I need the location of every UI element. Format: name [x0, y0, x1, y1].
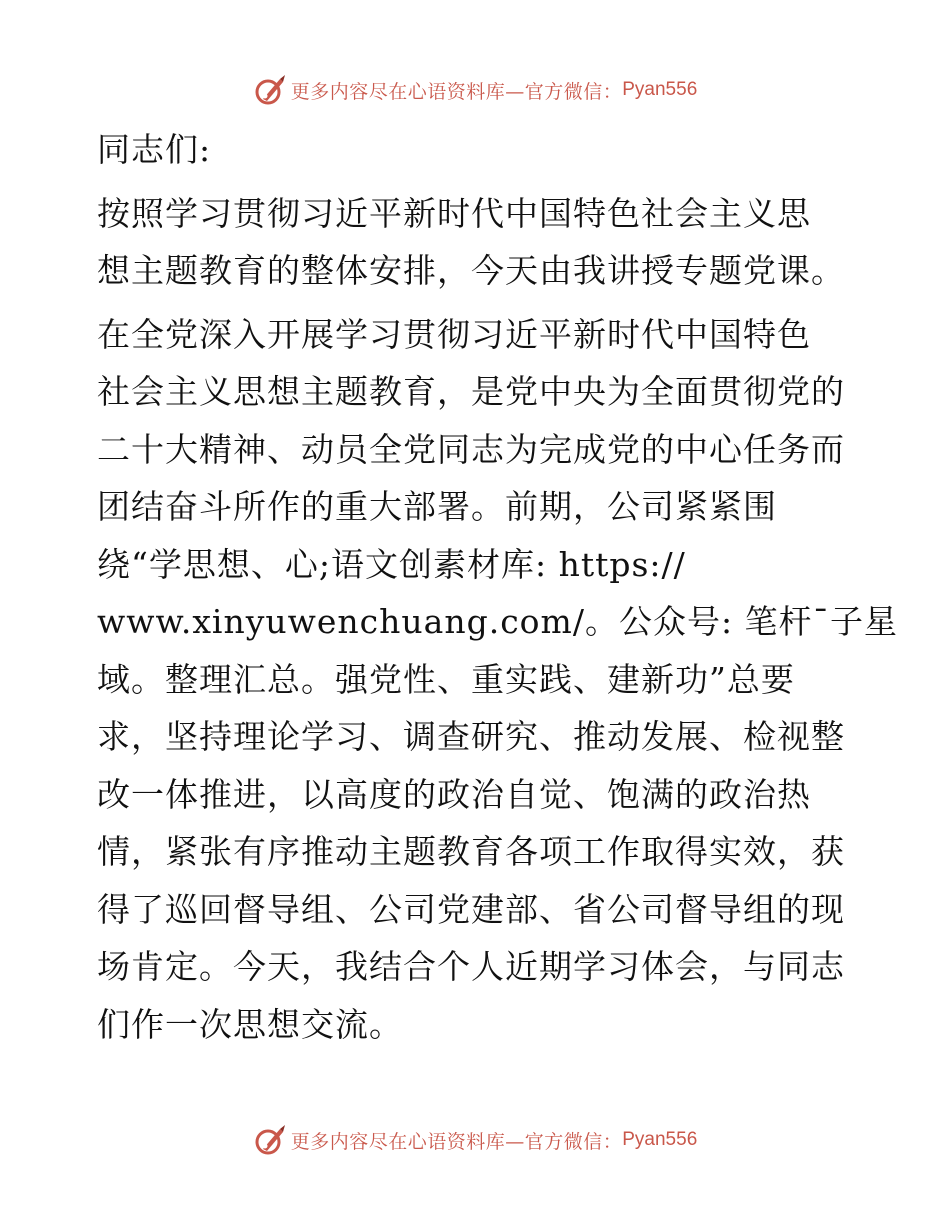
paragraph-line: 二十大精神、动员全党同志为完成党的中心任务而: [97, 429, 845, 469]
quill-pen-logo-icon: [253, 1123, 287, 1157]
paragraph-line: 得了巡回督导组、公司党建部、省公司督导组的现: [97, 889, 845, 929]
footer-banner: [0, 1120, 950, 1160]
paragraph-line: 改一体推进，以高度的政治自觉、饱满的政治热: [97, 774, 811, 814]
paragraph-line: 团结奋斗所作的重大部署。前期，公司紧紧围: [97, 487, 777, 526]
greeting: 同志们:: [97, 130, 212, 169]
paragraph-line: 按照学习贯彻习近平新时代中国特色社会主义思: [97, 193, 811, 233]
paragraph-line: 社会主义思想主题教育，是党中央为全面贯彻党的: [97, 372, 845, 411]
banner-text: 更多内容尽在心语资料库—官方微信：: [290, 80, 623, 103]
paragraph-1: [97, 185, 857, 300]
paragraph-line: 绕“学思想、心;语文创素材库: https://: [97, 544, 686, 584]
banner-wechat-id: Pyan556: [622, 1129, 698, 1150]
paragraph-line: 域。整理汇总。强党性、重实践、建新功”总要: [97, 659, 795, 699]
document-body: [97, 121, 899, 1053]
paragraph-line: 们作一次思想交流。: [97, 1004, 403, 1044]
header-banner: [0, 70, 950, 110]
paragraph-2: [97, 306, 899, 1054]
paragraph-line: 情，紧张有序推动主题教育各项工作取得实效，获: [97, 832, 845, 871]
quill-pen-logo-icon: [253, 73, 287, 107]
paragraph-line: 求，坚持理论学习、调查研究、推动发展、检视整: [97, 717, 845, 756]
paragraph-line: 场肯定。今天，我结合个人近期学习体会，与同志: [97, 947, 845, 986]
paragraph-line: www.xinyuwenchuang.com/。公众号: 笔杆¯子星: [97, 602, 899, 641]
paragraph-line: 想主题教育的整体安排，今天由我讲授专题党课。: [97, 251, 845, 290]
banner-wechat-id: Pyan556: [622, 79, 698, 100]
paragraph-line: 在全党深入开展学习贯彻习近平新时代中国特色: [97, 314, 811, 354]
banner-text: 更多内容尽在心语资料库—官方微信：: [290, 1130, 623, 1153]
